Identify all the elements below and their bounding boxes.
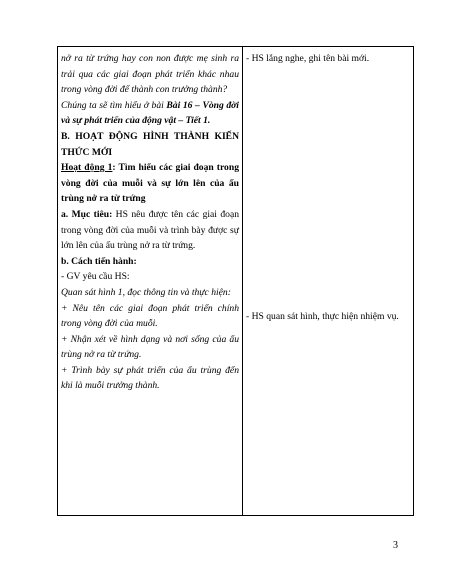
lesson-title-paragraph: [61, 98, 239, 129]
activity-heading: [61, 160, 239, 207]
method-heading: b. Cách tiến hành:: [61, 255, 137, 267]
teacher-request: - GV yêu cầu HS:: [61, 271, 130, 283]
student-note-1: - HS lắng nghe, ghi tên bài mới.: [246, 53, 370, 64]
goal-paragraph: [61, 207, 239, 254]
goal-text: HS nêu được tên các giai đoạn trong vòng đời của muỗi và trình bày được sự lớn lên của ấu trùng nở ra từ trứng.: [61, 208, 239, 252]
lesson-title: Bài 16 – Vòng đời và sự phát triển của động vật – Tiết 1.: [61, 99, 239, 127]
student-note-2: - HS quan sát hình, thực hiện nhiệm vụ.: [246, 311, 399, 322]
intro-line-1: nở ra từ trứng hay con non được mẹ sinh ra: [61, 53, 239, 64]
instruction: Quan sát hình 1, đọc thông tin và thực hiện:: [61, 286, 231, 298]
page-number: 3: [393, 540, 398, 551]
task-item: + Trình bày sự phát triển của ấu trùng đến khi là muỗi trưởng thành.: [61, 364, 239, 392]
activity-text: : Tìm hiểu các giai đoạn trong vòng đời của muỗi và sự lớn lên của ấu trùng nở ra từ trứng: [61, 162, 239, 205]
section-b-heading: B. HOẠT ĐỘNG HÌNH THÀNH KIẾN THỨC MỚI: [61, 130, 239, 158]
intro-line-3: trong vòng đời để thành con trưởng thành?: [61, 84, 228, 96]
lesson-table: [57, 46, 414, 516]
column-divider: [242, 47, 243, 515]
teacher-activity-column: [61, 51, 239, 394]
intro-line-2: trải qua các giai đoạn phát triển khác nhau: [61, 68, 239, 80]
intro-tail: Chúng ta sẽ tìm hiểu ở bài: [61, 99, 167, 111]
task-item: + Nêu tên các giai đoạn phát triển chính trong vòng đời của muỗi.: [61, 302, 239, 330]
activity-label: Hoạt động 1: [61, 162, 113, 174]
goal-label: a. Mục tiêu:: [61, 208, 113, 220]
task-item: + Nhận xét về hình dạng và nơi sống của ấu trùng nở ra từ trứng.: [61, 333, 239, 361]
